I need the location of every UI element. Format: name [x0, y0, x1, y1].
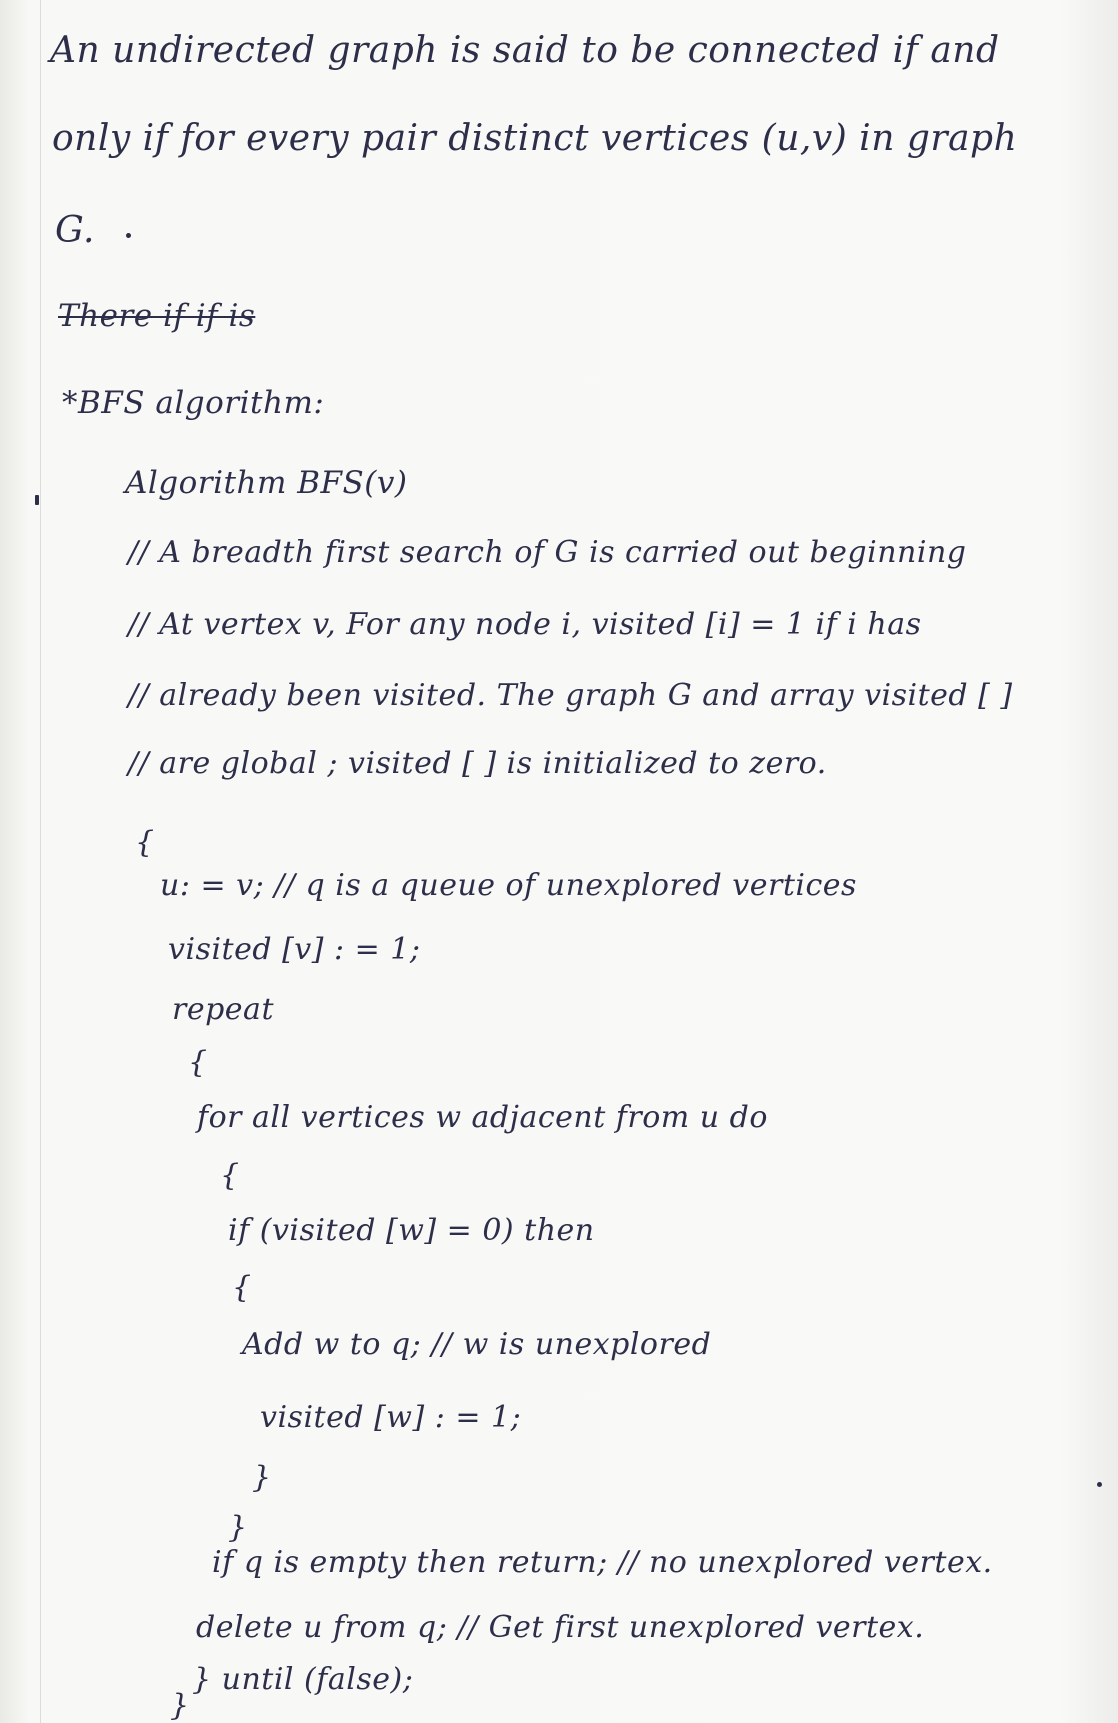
code-line: visited [v] : = 1;: [168, 932, 421, 967]
algorithm-comment: // At vertex v, For any node i, visited [i] = 1 if i has: [128, 607, 922, 642]
intro-line-2: only if for every pair distinct vertices (u,v) in graph: [52, 118, 1018, 159]
algorithm-header: Algorithm BFS(v): [125, 465, 408, 501]
pen-dot: [1097, 1482, 1102, 1487]
code-line: } until (false);: [192, 1662, 414, 1697]
code-line: u: = v; // q is a queue of unexplored vertices: [160, 868, 857, 903]
code-line: repeat: [172, 992, 274, 1027]
algorithm-comment: // already been visited. The graph G and array visited [ ]: [128, 678, 1013, 713]
struck-text: There if if is: [58, 298, 256, 334]
code-line: }: [170, 1688, 190, 1723]
code-line: }: [252, 1460, 272, 1495]
intro-line-3: G.: [55, 210, 95, 251]
code-line: {: [135, 825, 155, 860]
algorithm-comment: // are global ; visited [ ] is initialized to zero.: [128, 746, 827, 781]
code-line: if q is empty then return; // no unexplored vertex.: [212, 1545, 993, 1580]
code-line: for all vertices w adjacent from u do: [197, 1100, 768, 1135]
pen-mark: [35, 495, 39, 505]
code-line: delete u from q; // Get first unexplored vertex.: [196, 1610, 925, 1645]
section-heading: *BFS algorithm:: [62, 385, 325, 421]
code-line: Add w to q; // w is unexplored: [242, 1327, 712, 1362]
code-line: visited [w] : = 1;: [260, 1400, 522, 1435]
page-margin-line: [40, 0, 41, 1723]
code-line: }: [228, 1510, 248, 1545]
code-line: {: [188, 1045, 208, 1080]
code-line: if (visited [w] = 0) then: [228, 1213, 595, 1248]
algorithm-comment: // A breadth first search of G is carried out beginning: [128, 535, 967, 570]
code-line: {: [220, 1158, 240, 1193]
intro-line-1: An undirected graph is said to be connected if and: [50, 30, 1000, 71]
pen-dot: [126, 233, 131, 238]
code-line: {: [232, 1270, 252, 1305]
